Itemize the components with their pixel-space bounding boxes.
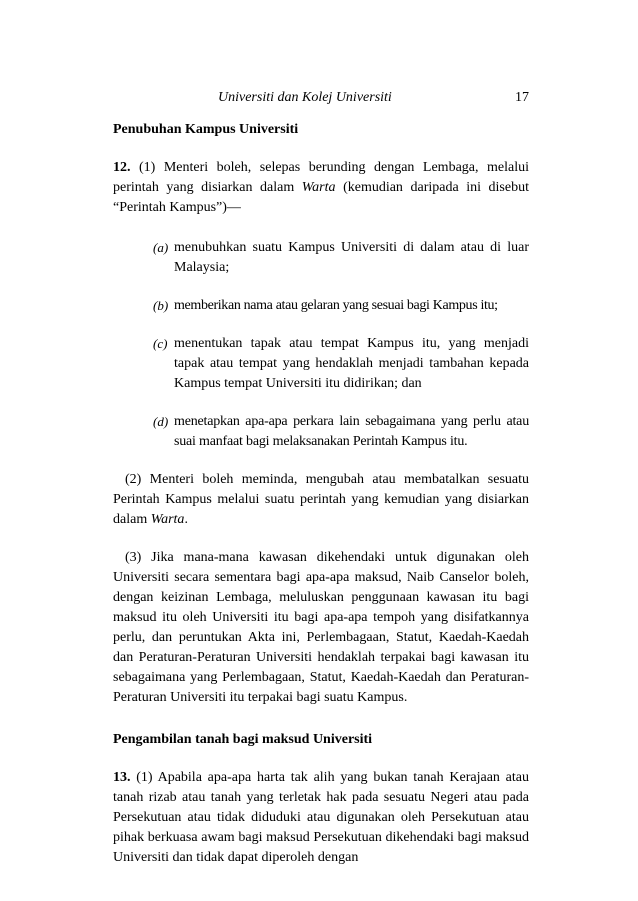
section-12-number: 12. (113, 160, 131, 175)
running-title: Universiti dan Kolej Universiti (218, 90, 392, 105)
item-label: (c) (153, 336, 168, 351)
item-text: memberikan nama atau gelaran yang sesuai bagi Kampus itu; (174, 298, 498, 313)
list-item-a (153, 238, 529, 278)
section-12-subsection-2: (2) Menteri boleh meminda, mengubah atau membatalkan sesuatu Perintah Kampus melalui suatu perintah yang kemudian yang disiarkan dalam Warta. (113, 472, 529, 527)
list-item-c (153, 334, 529, 394)
section-12-heading: Penubuhan Kampus Universiti (113, 122, 299, 137)
list-item-d (153, 412, 529, 452)
section-13-subsection-1: 13. (1) Apabila apa-apa harta tak alih yang bukan tanah Kerajaan atau tanah rizab atau tanah yang terletak hak pada sesuatu Negeri atau pada Persekutuan atau tidak diduduki atau digunakan oleh Persekutuan atau pihak berkuasa awam bagi maksud Persekutuan dikehendaki bagi maksud Universiti dan tidak dapat diperoleh dengan (113, 770, 529, 865)
section-13-number: 13. (113, 770, 131, 785)
warta-italic: Warta (301, 180, 336, 195)
item-text: menetapkan apa-apa perkara lain sebagaimana yang perlu atau suai manfaat bagi melaksanakan Perintah Kampus itu. (174, 414, 529, 449)
page-number: 17 (515, 90, 529, 105)
item-text: menubuhkan suatu Kampus Universiti di dalam atau di luar Malaysia; (174, 240, 529, 275)
item-label: (d) (153, 414, 169, 429)
warta-italic: Warta (150, 512, 185, 527)
item-text: menentukan tapak atau tempat Kampus itu, yang menjadi tapak atau tempat yang hendaklah menjadi tambahan kepada Kampus tempat Universiti itu didirikan; dan (174, 336, 529, 391)
section-13-heading: Pengambilan tanah bagi maksud Universiti (113, 732, 373, 747)
document-page (113, 88, 529, 868)
running-header (113, 88, 529, 108)
item-label: (a) (153, 240, 169, 255)
section-12-subsection-3: (3) Jika mana-mana kawasan dikehendaki untuk digunakan oleh Universiti secara sementara bagi apa-apa maksud, Naib Canselor boleh, dengan keizinan Lembaga, meluluskan penggunaan kawasan itu bagi maksud itu oleh Universiti itu bagi apa-apa tempoh yang disifatkannya perlu, dan peruntukan Akta ini, Perlembagaan, Statut, Kaedah-Kaedah dan Peraturan-Peraturan Universiti hendaklah terpakai bagi kawasan itu sebagaimana yang Perlembagaan, Statut, Kaedah-Kaedah dan Peraturan-Peraturan Universiti itu terpakai bagi suatu Kampus. (113, 550, 529, 705)
item-label: (b) (153, 298, 169, 313)
section-12-subsection-1: 12. (1) Menteri boleh, selepas berunding dengan Lembaga, melalui perintah yang disiarkan dalam Warta (kemudian daripada ini disebut “Perintah Kampus”)— (113, 160, 529, 215)
list-item-b (153, 296, 529, 316)
